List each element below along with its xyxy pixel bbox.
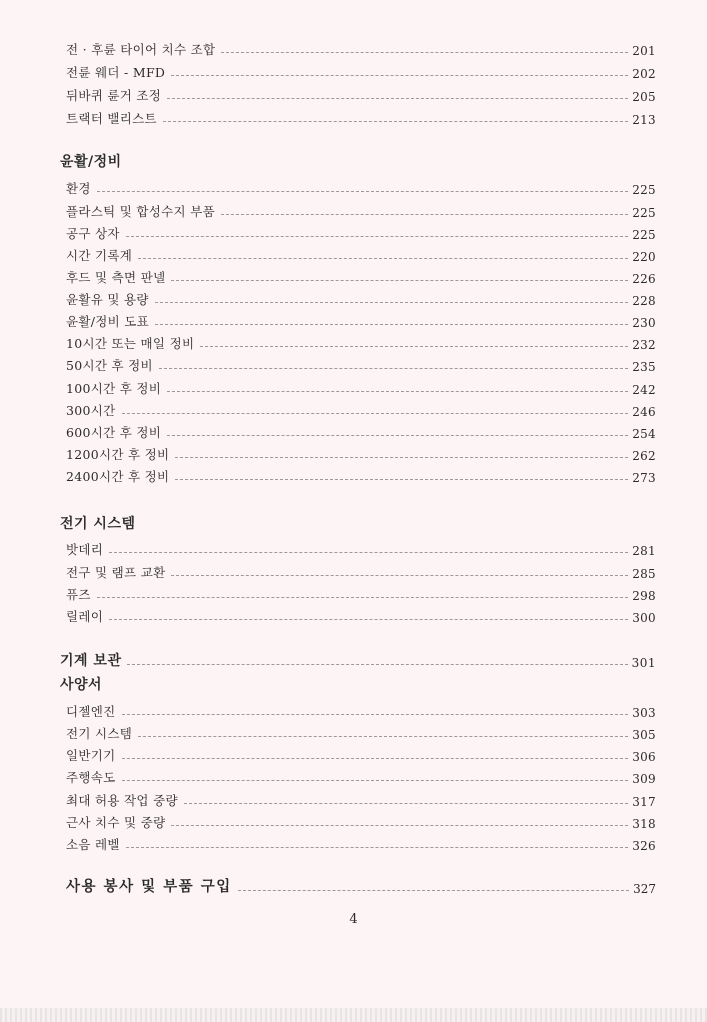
toc-entry[interactable]	[66, 561, 656, 581]
dot-leader	[175, 478, 628, 480]
toc-entry-label: 환경	[66, 181, 91, 196]
toc-entry-page: 262	[632, 449, 656, 463]
toc-entry-label: 300시간	[66, 403, 116, 418]
toc-entry[interactable]	[66, 310, 656, 330]
toc-entry-label: 50시간 후 정비	[66, 358, 153, 373]
toc-entry-label: 1200시간 후 정비	[66, 447, 170, 462]
toc-entry-page: 300	[632, 611, 656, 625]
toc-entry[interactable]	[66, 288, 656, 308]
toc-entry[interactable]	[66, 766, 656, 786]
toc-entry[interactable]	[60, 650, 656, 670]
toc-entry[interactable]	[66, 538, 656, 558]
toc-entry-label: 10시간 또는 매일 정비	[66, 336, 195, 351]
toc-entry-label: 밧데리	[66, 542, 104, 557]
toc-entry[interactable]	[66, 605, 656, 625]
toc-entry-label: 전 · 후륜 타이어 치수 조합	[66, 42, 216, 57]
toc-entry[interactable]	[66, 583, 656, 603]
toc-entry[interactable]	[66, 876, 656, 896]
toc-entry[interactable]	[66, 744, 656, 764]
toc-entry-page: 326	[632, 839, 656, 853]
toc-entry-page: 301	[631, 656, 656, 670]
toc-entry-label: 최대 허용 작업 중량	[66, 793, 178, 808]
toc-entry-label: 일반기기	[66, 748, 116, 763]
toc-entry-page: 230	[632, 316, 656, 330]
page-number: 4	[349, 912, 358, 927]
toc-entry-label: 전구 및 램프 교환	[66, 565, 166, 580]
toc-entry[interactable]	[66, 443, 656, 463]
toc-entry-page: 246	[632, 405, 656, 419]
scan-edge	[0, 1008, 707, 1022]
toc-entry-label: 소음 레벨	[66, 837, 120, 852]
section-heading: 전기 시스템	[60, 516, 136, 532]
toc-entry[interactable]	[66, 266, 656, 286]
toc-entry-label: 뒤바퀴 륜거 조정	[66, 88, 162, 103]
toc-entry[interactable]	[66, 833, 656, 853]
toc-entry-page: 306	[632, 750, 656, 764]
toc-entry[interactable]	[66, 700, 656, 720]
dot-leader	[97, 596, 628, 598]
dot-leader	[238, 889, 629, 891]
dot-leader	[167, 390, 628, 392]
toc-entry-page: 213	[632, 113, 656, 127]
toc-entry-label: 600시간 후 정비	[66, 425, 162, 440]
toc-entry-page: 303	[632, 706, 656, 720]
dot-leader	[171, 574, 628, 576]
toc-entry-label: 시간 기록계	[66, 248, 133, 263]
toc-entry-page: 225	[632, 228, 656, 242]
toc-entry[interactable]	[66, 377, 656, 397]
toc-entry-page: 285	[632, 567, 656, 581]
toc-entry-page: 318	[632, 817, 656, 831]
toc-entry-page: 327	[633, 882, 656, 896]
dot-leader	[155, 301, 628, 303]
dot-leader	[122, 779, 629, 781]
dot-leader	[138, 257, 628, 259]
toc-entry[interactable]	[66, 332, 656, 352]
toc-entry-label: 전기 시스템	[66, 726, 133, 741]
dot-leader	[221, 51, 628, 53]
toc-entry[interactable]	[66, 421, 656, 441]
toc-entry-page: 235	[632, 360, 656, 374]
toc-entry[interactable]	[66, 38, 656, 58]
toc-entry-label: 전륜 웨더 - MFD	[66, 65, 166, 80]
dot-leader	[167, 434, 628, 436]
toc-entry[interactable]	[66, 200, 656, 220]
toc-entry-page: 305	[632, 728, 656, 742]
dot-leader	[171, 824, 628, 826]
toc-entry-page: 205	[632, 90, 656, 104]
toc-entry[interactable]	[66, 107, 656, 127]
toc-entry-page: 242	[632, 383, 656, 397]
toc-entry[interactable]	[66, 722, 656, 742]
toc-entry[interactable]	[66, 789, 656, 809]
toc-entry[interactable]	[66, 61, 656, 81]
toc-entry-label: 2400시간 후 정비	[66, 469, 170, 484]
toc-entry-page: 232	[632, 338, 656, 352]
toc-entry[interactable]	[66, 177, 656, 197]
toc-entry[interactable]	[66, 465, 656, 485]
dot-leader	[167, 97, 628, 99]
dot-leader	[122, 713, 629, 715]
dot-leader	[126, 846, 628, 848]
toc-entry[interactable]	[66, 354, 656, 374]
toc-entry-page: 202	[632, 67, 656, 81]
toc-entry[interactable]	[66, 399, 656, 419]
toc-entry-label: 플라스틱 및 합성수지 부품	[66, 204, 215, 219]
toc-entry-page: 273	[632, 471, 656, 485]
dot-leader	[171, 74, 628, 76]
toc-entry[interactable]	[66, 244, 656, 264]
dot-leader	[221, 213, 628, 215]
toc-entry[interactable]	[66, 222, 656, 242]
dot-leader	[122, 412, 629, 414]
toc-entry-label: 100시간 후 정비	[66, 381, 162, 396]
dot-leader	[97, 190, 628, 192]
toc-entry[interactable]	[66, 811, 656, 831]
toc-entry-page: 225	[632, 183, 656, 197]
dot-leader	[159, 367, 628, 369]
section-heading: 윤활/정비	[60, 154, 122, 170]
dot-leader	[200, 345, 628, 347]
toc-entry-label: 윤활유 및 용량	[66, 292, 149, 307]
toc-entry-page: 281	[632, 544, 656, 558]
toc-entry-page: 298	[632, 589, 656, 603]
dot-leader	[184, 802, 628, 804]
dot-leader	[127, 663, 627, 665]
toc-entry-label: 주행속도	[66, 770, 116, 785]
toc-entry-label: 공구 상자	[66, 226, 120, 241]
section-heading: 사양서	[60, 677, 103, 693]
toc-entry-page: 254	[632, 427, 656, 441]
toc-entry-page: 226	[632, 272, 656, 286]
toc-entry-label: 기계 보관	[60, 653, 122, 669]
dot-leader	[175, 456, 628, 458]
toc-entry[interactable]	[66, 84, 656, 104]
toc-entry-label: 퓨즈	[66, 587, 91, 602]
toc-entry-label: 트랙터 밸리스트	[66, 111, 157, 126]
toc-entry-label: 릴레이	[66, 609, 104, 624]
toc-entry-page: 225	[632, 206, 656, 220]
dot-leader	[163, 120, 628, 122]
dot-leader	[155, 323, 628, 325]
dot-leader	[126, 235, 628, 237]
toc-entry-label: 사용 봉사 및 부품 구입	[66, 878, 232, 895]
dot-leader	[122, 757, 629, 759]
toc-entry-label: 디젤엔진	[66, 704, 116, 719]
dot-leader	[171, 279, 628, 281]
toc-entry-page: 309	[632, 772, 656, 786]
toc-entry-page: 228	[632, 294, 656, 308]
toc-entry-page: 317	[632, 795, 656, 809]
toc-entry-label: 근사 치수 및 중량	[66, 815, 166, 830]
dot-leader	[138, 735, 628, 737]
toc-entry-page: 220	[632, 250, 656, 264]
toc-entry-label: 후드 및 측면 판넬	[66, 270, 166, 285]
dot-leader	[109, 551, 628, 553]
dot-leader	[109, 618, 628, 620]
toc-entry-label: 윤활/정비 도표	[66, 314, 150, 329]
toc-entry-page: 201	[632, 44, 656, 58]
